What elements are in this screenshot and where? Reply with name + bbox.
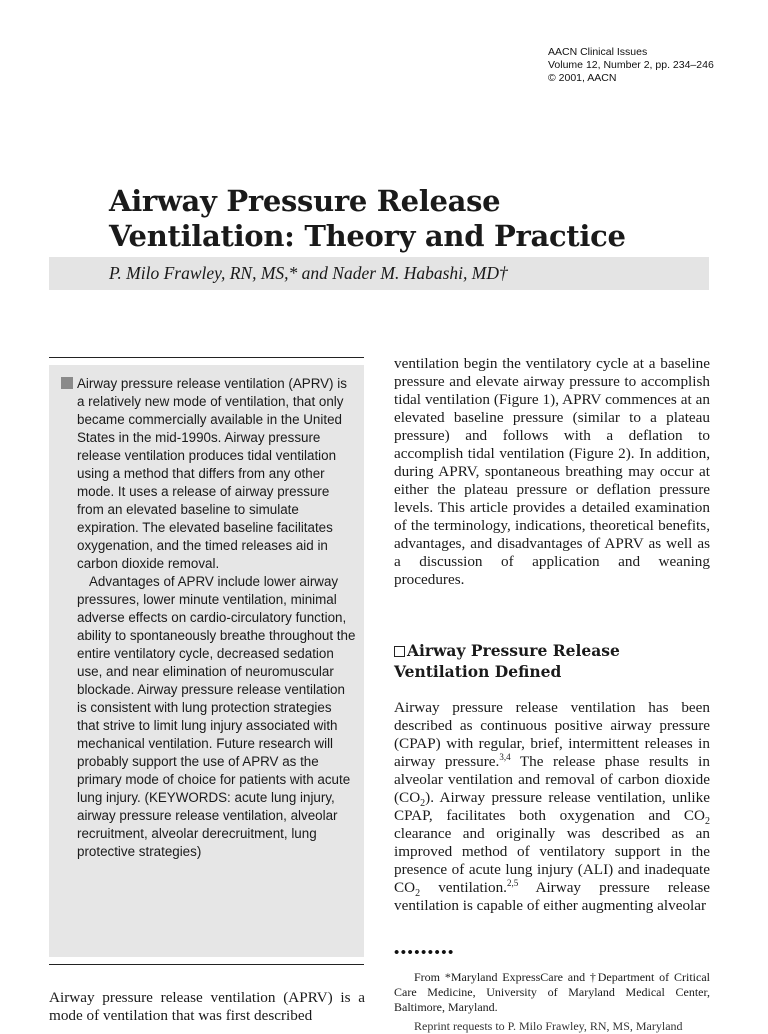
journal-name: AACN Clinical Issues bbox=[548, 46, 648, 58]
abstract-paragraph-2: Advantages of APRV include lower airway pressures, lower minute ventilation, minimal adverse effects on cardio-circulatory function, ability to spontaneously breathe throughout the entire ventilatory cycle, decreased sedation use, and near elimination of neuromuscular blockade. Airway pressure release ventilation is consistent with lung protection strategies that strive to limit lung injury associated with mechanical ventilation. Future research will probably support the use of APRV as the primary mode of choice for patients with acute lung injury. (KEYWORDS: acute lung injury, airway pressure release ventilation, alveolar recruitment, alveolar derecruitment, lung protective strategies) bbox=[77, 574, 356, 859]
square-bullet-icon bbox=[61, 377, 73, 389]
footnote-separator: ••••••••• bbox=[394, 945, 455, 961]
journal-copyright: © 2001, AACN bbox=[548, 72, 617, 84]
body-paragraph-2 bbox=[394, 699, 710, 915]
p2-text-b: The release phase results in alveolar ventilation and removal of carbon dioxide (CO bbox=[394, 753, 710, 806]
subscript-2: 2 bbox=[415, 888, 421, 900]
p2-text-d: clearance and originally was described as an improved method of ventilatory support in the presence of acute lung injury (ALI) and inadequate CO bbox=[394, 825, 710, 896]
p2-text-e: ventilation. bbox=[420, 879, 507, 896]
title-line-1: Airway Pressure Release bbox=[109, 184, 501, 218]
article-title bbox=[109, 184, 709, 254]
intro-paragraph: Airway pressure release ventilation (APRV) is a mode of ventilation that was first described bbox=[49, 989, 365, 1024]
footnote-reprint: Reprint requests to P. Milo Frawley, RN, MS, Maryland bbox=[414, 1019, 683, 1033]
footnote-affiliation: From *Maryland ExpressCare and †Department of Critical Care Medicine, University of Maryland Medical Center, Baltimore, Maryland. bbox=[394, 970, 710, 1014]
reference-sup-2: 2,5 bbox=[506, 877, 519, 888]
reference-sup-1: 3,4 bbox=[499, 751, 511, 762]
journal-volume: Volume 12, Number 2, pp. 234–246 bbox=[548, 59, 714, 71]
section-square-icon bbox=[394, 646, 405, 657]
subscript-2: 2 bbox=[705, 816, 710, 828]
journal-citation bbox=[548, 46, 714, 85]
p2-text-f: Airway pressure release ventilation is capable of either augmenting alveolar bbox=[394, 879, 710, 914]
p2-text-c: ). Airway pressure release ventilation, unlike CPAP, facilitates both oxygenation and CO bbox=[394, 789, 710, 824]
p2-text-a: Airway pressure release ventilation has been described as continuous positive airway pressure (CPAP) with regular, brief, intermittent releases in airway pressure. bbox=[394, 699, 710, 770]
abstract-box bbox=[49, 365, 364, 957]
abstract-text bbox=[77, 375, 357, 861]
section-heading-text: Airway Pressure Release Ventilation Defined bbox=[394, 641, 620, 681]
abstract-top-rule bbox=[49, 357, 364, 358]
abstract-bottom-rule bbox=[49, 964, 364, 965]
section-heading bbox=[394, 640, 710, 682]
author-list: P. Milo Frawley, RN, MS,* and Nader M. Habashi, MD† bbox=[109, 263, 508, 283]
subscript-2: 2 bbox=[420, 798, 426, 810]
abstract-paragraph-1-text: Airway pressure release ventilation (APRV) is a relatively new mode of ventilation, that only became commercially available in the United States in the mid-1990s. Airway pressure release ventilation produces tidal ventilation using a method that differs from any other mode. It uses a release of airway pressure from an elevated baseline to simulate expiration. The elevated baseline facilitates oxygenation, and the timed releases aid in carbon dioxide removal. bbox=[77, 376, 347, 571]
title-line-2: Ventilation: Theory and Practice bbox=[109, 219, 626, 253]
body-paragraph-1: ventilation begin the ventilatory cycle at a baseline pressure and elevate airway pressure to accomplish tidal ventilation (Figure 1), APRV commences at an elevated baseline pressure (similar to a plateau pressure) and follows with a deflation to accomplish tidal ventilation (Figure 2). In addition, during APRV, spontaneous breathing may occur at either the plateau pressure or deflation pressure levels. This article provides a detailed examination of the terminology, indications, theoretical benefits, advantages, and disadvantages of APRV as well as a discussion of application and weaning procedures. bbox=[394, 355, 710, 588]
authors-bar bbox=[49, 257, 709, 290]
abstract-paragraph-1 bbox=[77, 375, 357, 573]
